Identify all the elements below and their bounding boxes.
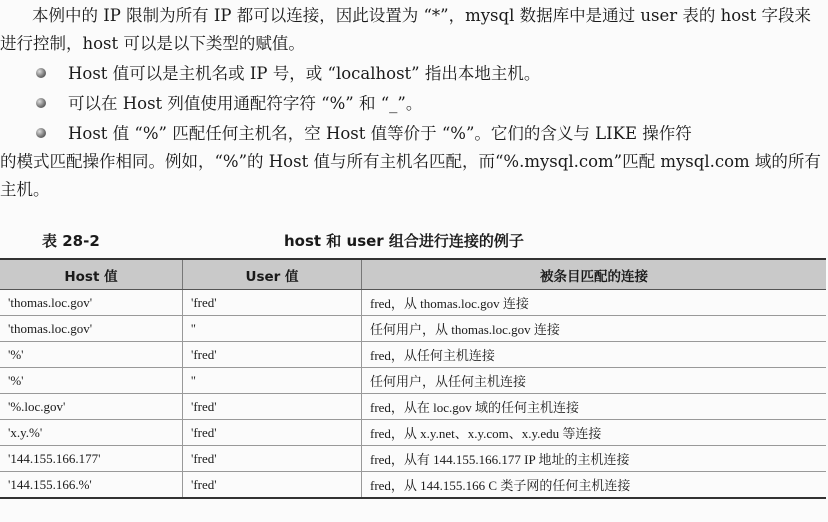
bullet-icon xyxy=(36,128,46,138)
header-match: 被条目匹配的连接 xyxy=(362,259,827,290)
cell-match: 任何用户，从任何主机连接 xyxy=(362,368,827,394)
cell-match: fred，从 144.155.166 C 类子网的任何主机连接 xyxy=(362,472,827,499)
table-row xyxy=(0,342,826,368)
cell-host: '144.155.166.177' xyxy=(0,446,183,472)
cell-user: '' xyxy=(183,368,362,394)
cell-host: '%' xyxy=(0,342,183,368)
cell-host: '%' xyxy=(0,368,183,394)
cell-user: 'fred' xyxy=(183,342,362,368)
bullet-item: 可以在 Host 列值使用通配符字符 “%” 和 “_”。 xyxy=(36,90,826,118)
table-header-row xyxy=(0,259,826,290)
cell-host: 'x.y.%' xyxy=(0,420,183,446)
header-host: Host 值 xyxy=(0,259,183,290)
cell-user: 'fred' xyxy=(183,446,362,472)
cell-match: fred，从有 144.155.166.177 IP 地址的主机连接 xyxy=(362,446,827,472)
cell-user: 'fred' xyxy=(183,290,362,316)
bullet-icon xyxy=(36,68,46,78)
cell-host: 'thomas.loc.gov' xyxy=(0,316,183,342)
table-row xyxy=(0,368,826,394)
cell-match: fred，从 x.y.net、x.y.com、x.y.edu 等连接 xyxy=(362,420,827,446)
cell-user: 'fred' xyxy=(183,420,362,446)
bullet-icon xyxy=(36,98,46,108)
cell-match: fred，从 thomas.loc.gov 连接 xyxy=(362,290,827,316)
cell-match: 任何用户，从 thomas.loc.gov 连接 xyxy=(362,316,827,342)
table-title: host 和 user 组合进行连接的例子 xyxy=(284,232,524,250)
cell-match: fred，从在 loc.gov 域的任何主机连接 xyxy=(362,394,827,420)
host-user-table xyxy=(0,258,826,499)
bullet-item: Host 值 “%” 匹配任何主机名，空 Host 值等价于 “%”。它们的含义与 LIKE 操作符 xyxy=(36,120,826,148)
table-caption xyxy=(0,230,828,252)
intro-paragraph: 本例中的 IP 限制为所有 IP 都可以连接，因此设置为 “*”，mysql 数据库中是通过 user 表的 host 字段来进行控制，host 可以是以下类型的赋值。 xyxy=(0,6,811,53)
table-row xyxy=(0,394,826,420)
cell-user: '' xyxy=(183,316,362,342)
cell-host: '144.155.166.%' xyxy=(0,472,183,499)
cell-match: fred，从任何主机连接 xyxy=(362,342,827,368)
cell-host: 'thomas.loc.gov' xyxy=(0,290,183,316)
bullet-item: Host 值可以是主机名或 IP 号，或 “localhost” 指出本地主机。 xyxy=(36,60,826,88)
cell-host: '%.loc.gov' xyxy=(0,394,183,420)
table-number: 表 28-2 xyxy=(42,232,100,250)
table-row xyxy=(0,472,826,499)
table-row xyxy=(0,446,826,472)
table-row xyxy=(0,290,826,316)
cell-user: 'fred' xyxy=(183,394,362,420)
continuation-paragraph: 的模式匹配操作相同。例如，“%”的 Host 值与所有主机名匹配，而“%.mysql.com”匹配 mysql.com 域的所有主机。 xyxy=(0,152,821,199)
table-row xyxy=(0,420,826,446)
header-user: User 值 xyxy=(183,259,362,290)
table-row xyxy=(0,316,826,342)
cell-user: 'fred' xyxy=(183,472,362,499)
